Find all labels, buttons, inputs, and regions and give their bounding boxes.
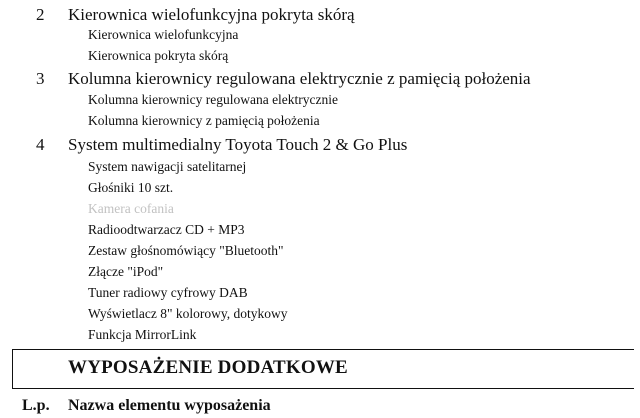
group-title: Kierownica wielofunkcyjna pokryta skórą [68,5,355,24]
list-item: System nawigacji satelitarnej [88,159,247,174]
table-header-name: Nazwa elementu wyposażenia [68,397,271,414]
list-item-faded: Kamera cofania [88,201,174,216]
list-item: Tuner radiowy cyfrowy DAB [88,285,248,300]
group-number: 4 [36,135,45,154]
list-item: Funkcja MirrorLink [88,327,197,342]
group-title: System multimedialny Toyota Touch 2 & Go Plus [68,135,408,154]
list-item: Głośniki 10 szt. [88,180,174,195]
list-item: Radioodtwarzacz CD + MP3 [88,222,245,237]
list-item: Kolumna kierownicy z pamięcią położenia [88,113,320,128]
list-item: Kierownica wielofunkcyjna [88,27,239,42]
table-header-lp: L.p. [22,397,50,414]
list-item: Wyświetlacz 8" kolorowy, dotykowy [88,306,288,321]
list-item: Kolumna kierownicy regulowana elektrycznie [88,92,339,107]
group-number: 3 [36,69,45,88]
list-item: Złącze "iPod" [88,264,164,279]
group-number: 2 [36,5,45,24]
section-title: WYPOSAŻENIE DODATKOWE [68,357,348,378]
list-item: Zestaw głośnomówiący "Bluetooth" [88,243,284,258]
list-item: Kierownica pokryta skórą [88,48,229,63]
group-title: Kolumna kierownicy regulowana elektrycznie z pamięcią położenia [68,69,531,88]
